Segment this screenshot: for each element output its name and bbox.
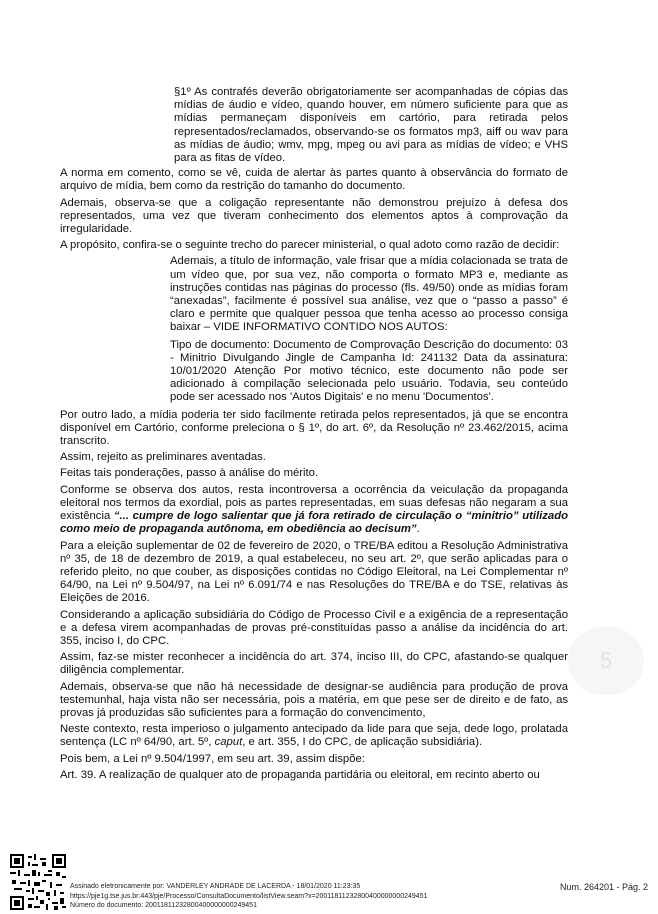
quoted-paragraph: Tipo de documento: Documento de Comprovação Descrição do documento: 03 - Minitrio Divulgando Jingle de Campanha Id: 241132 Data da assinatura: 10/01/2020 Atenção Por motivo técnico, este documento não pode ser adicionado à compilação selecionada pelo usuário. Todavia, seu conteúdo pode ser acessado nos 'Autos Digitais' e no menu 'Documentos'. [170,338,568,404]
quoted-paragraph: Ademais, a título de informação, vale frisar que a mídia colacionada se trata de um vídeo que, por sua vez, não comporta o formato MP3 e, mediante as instruções contidas nas páginas do processo (fls. 49/50) onde as mídias foram “anexadas”, facilmente é possível sua análise, vez que o “passo a passo” é claro e permite que qualquer pessoa que tenha acesso ao processo consiga baixar – VIDE INFORMATIVO CONTIDO NOS AUTOS: [170,255,568,334]
paragraph [60,723,568,749]
paragraph: Ademais, observa-se que não há necessidade de designar-se audiência para produção de prova testemunhal, haja vista não ser necessária, pois a matéria, em que pese ser de direito e de fato, as provas já produzidas são suficientes para a formação do convencimento, [60,680,568,719]
signature-footer [10,854,650,910]
paragraph: Assim, rejeito as preliminares aventadas. [60,451,266,464]
paragraph: Feitas tais ponderações, passo à análise do mérito. [60,467,319,480]
document-body [60,86,568,785]
paragraph: Pois bem, a Lei nº 9.504/1997, em seu art. 39, assim dispõe: [60,752,365,765]
watermark-text: 5 [599,648,613,673]
page-watermark [568,627,644,695]
signature-info [70,882,427,911]
paragraph: Por outro lado, a mídia poderia ter sido facilmente retirada pelos representados, já que se encontra disponível em Cartório, conforme preleciona o § 1º, do art. 6º, da Resolução nº 23.462/2015, acima transcrito. [60,408,568,448]
qr-code-icon [10,854,66,910]
paragraph: Ademais, observa-se que a coligação representante não demonstrou prejuízo à defesa dos representados, uma vez que tiveram conhecimento dos elementos aptos à comprovação da irregularidade. [60,196,568,236]
document-number: Número do documento: 20011811232800400000000249451 [70,902,257,910]
document-url[interactable]: https://pje1g.tse.jus.br:443/pje/Processo/ConsultaDocumento/listView.seam?x=20011811232800400000000249451 [70,892,428,900]
page-number: Num. 264201 - Pág. 2 [559,882,648,892]
paragraph: Assim, faz-se mister reconhecer a incidência do art. 374, inciso III, do CPC, afastando-se qualquer diligência complementar. [60,651,568,677]
italic-term: caput [214,736,243,749]
paragraph-text: Neste contexto, resta imperioso o julgamento antecipado da lide para que seja, dede logo, prolatada sentença (LC nº 64/90, art. 5º, [60,723,568,749]
paragraph-text: . [416,523,420,536]
quoted-paragraph: §1º As contrafés deverão obrigatoriamente ser acompanhadas de cópias das mídias de áudio e vídeo, quando houver, em número suficiente para que as mídias permaneçam disponíveis em cartório, para retirada pelos representados/reclamados, observando-se os formatos mp3, aiff ou wav para as mídias de áudio; wmv, mpg, mpeg ou avi para as mídias de vídeo; e VHS para as fitas de vídeo. [174,86,568,165]
paragraph: Art. 39. A realização de qualquer ato de propaganda partidária ou eleitoral, em recinto aberto ou [60,768,540,781]
paragraph: Para a eleição suplementar de 02 de fevereiro de 2020, o TRE/BA editou a Resolução Administrativa nº 35, de 18 de dezembro de 2019, a qual estabeleceu, no seu art. 2º, que serão aplicadas para o referido pleito, no que couber, as disposições contidas no Código Eleitoral, na Lei Complementar nº 64/90, na Lei nº 9.504/97, na Lei nº 6.091/74 e nas Resoluções do TRE/BA e do TSE, relativas às Eleições de 2016. [60,539,568,605]
paragraph: A propósito, confira-se o seguinte trecho do parecer ministerial, o qual adoto como razão de decidir: [60,239,560,252]
paragraph-text: Conforme se observa dos autos, resta incontroversa a ocorrência da veiculação da propaganda eleitoral nos termos da exordial, pois as partes representadas, em suas defesas não negaram a sua existência [60,483,568,523]
paragraph [60,484,568,537]
paragraph-text: , e art. 355, I do CPC, de aplicação subsidiária). [242,736,483,749]
paragraph: Considerando a aplicação subsidiária do Código de Processo Civil e a exigência de a representação e a defesa virem acompanhadas de provas pré-constituídas passo a análise da incidência do art. 355, inciso I, do CPC. [60,608,568,647]
signed-by: Assinado eletronicamente por: VANDERLEY ANDRADE DE LACERDA - 18/01/2020 11:23:35 [70,883,361,890]
emphasis-quote: “... cumpre de logo salientar que já fora retirado de circulação o “minitrio” utilizado como meio de propaganda autônoma, em obediência ao decisum” [60,510,569,536]
paragraph: A norma em comento, como se vê, cuida de alertar às partes quanto à observância do formato de arquivo de mídia, bem como da restrição do tamanho do documento. [60,167,568,193]
